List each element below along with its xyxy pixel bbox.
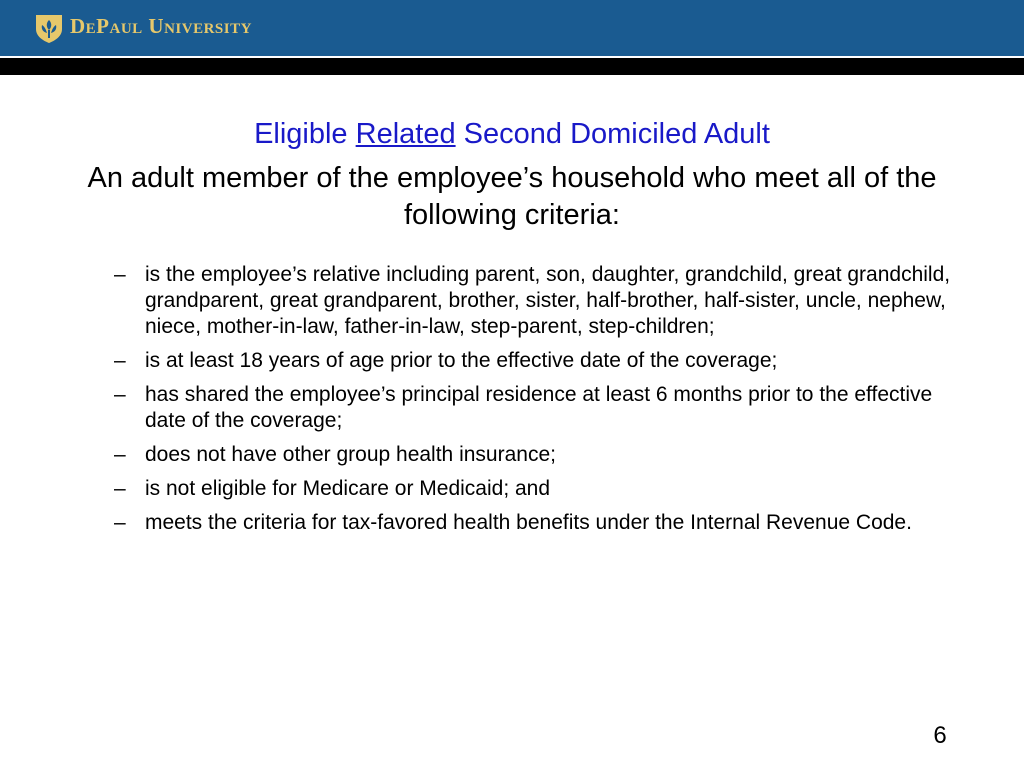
slide-title — [40, 117, 984, 152]
bullet-dash: – — [114, 443, 126, 466]
header-bar — [0, 0, 1024, 56]
bullet-text: is not eligible for Medicare or Medicaid; and — [145, 477, 551, 500]
bullet-text: is the employee’s relative including parent, son, daughter, grandchild, great grandchild, grandparent, great grandparent, brother, sister, half-brother, half-sister, uncle, nephew, niece, mother-in-law, father-in-law, step-parent, step-children; — [145, 263, 951, 338]
slide-subtitle: An adult member of the employee’s household who meet all of the following criteria: — [87, 162, 937, 231]
bullet-dash: – — [114, 383, 126, 406]
list-item — [114, 262, 974, 340]
bullet-text: meets the criteria for tax-favored health benefits under the Internal Revenue Code. — [145, 511, 912, 534]
list-item — [114, 442, 974, 468]
page-number: 6 — [933, 722, 947, 749]
bullet-dash: – — [114, 263, 126, 286]
depaul-shield-icon — [34, 13, 64, 44]
bullet-text: is at least 18 years of age prior to the effective date of the coverage; — [145, 349, 778, 372]
criteria-list — [114, 262, 974, 544]
list-item — [114, 382, 974, 434]
bullet-text: does not have other group health insurance; — [145, 443, 556, 466]
list-item — [114, 476, 974, 502]
list-item — [114, 348, 974, 374]
list-item — [114, 510, 974, 536]
title-part-2: Second Domiciled Adult — [455, 118, 770, 150]
logo-text: DePaul University — [70, 14, 252, 38]
title-part-1: Eligible — [254, 118, 356, 150]
bullet-dash: – — [114, 477, 126, 500]
bullet-text: has shared the employee’s principal residence at least 6 months prior to the effective date of the coverage; — [145, 383, 933, 432]
header-black-band — [0, 58, 1024, 75]
title-underlined-word: Related — [355, 118, 456, 150]
bullet-dash: – — [114, 511, 126, 534]
bullet-dash: – — [114, 349, 126, 372]
